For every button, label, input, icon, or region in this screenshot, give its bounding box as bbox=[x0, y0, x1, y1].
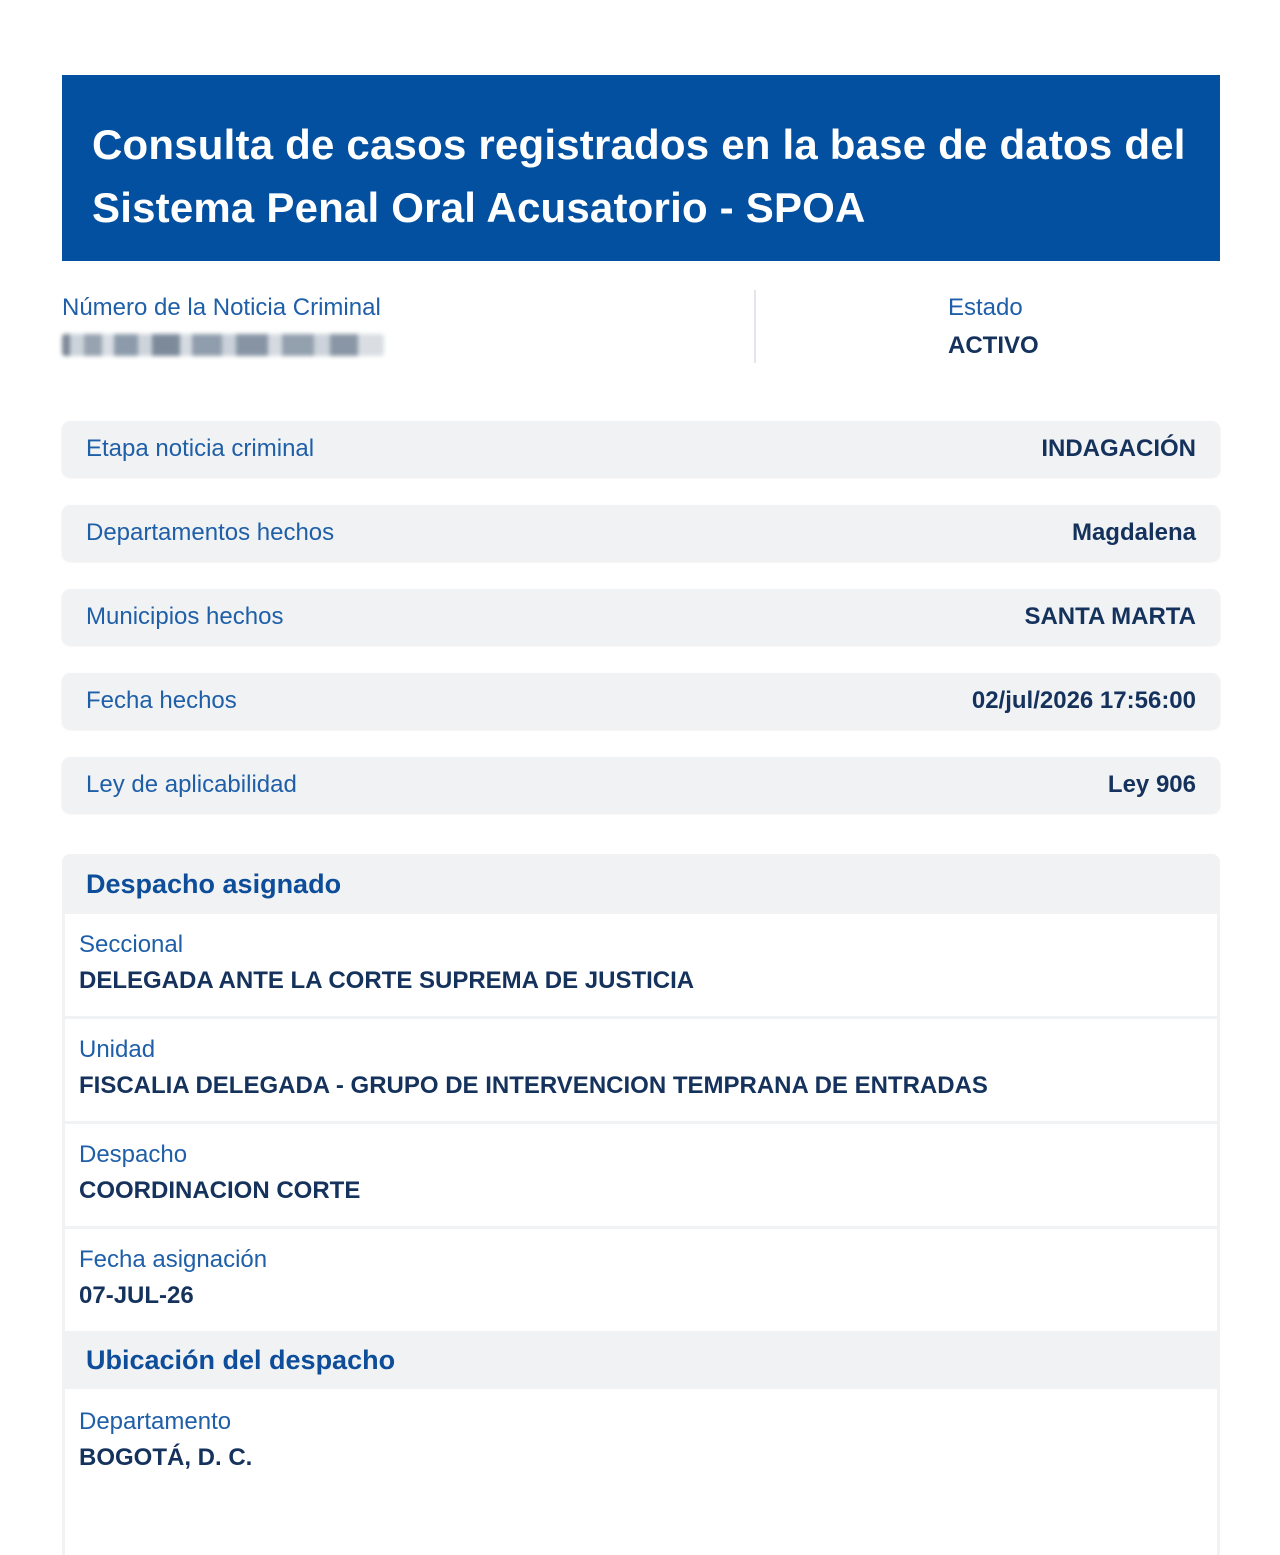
field-unidad bbox=[65, 1019, 1217, 1124]
field-seccional bbox=[65, 914, 1217, 1019]
detail-label: Municipios hechos bbox=[86, 603, 284, 630]
field-value: 07-JUL-26 bbox=[79, 1282, 194, 1309]
field-label: Fecha asignación bbox=[79, 1246, 268, 1273]
summary-divider bbox=[754, 290, 756, 363]
field-label: Despacho bbox=[79, 1141, 188, 1168]
detail-row-municipio bbox=[62, 589, 1220, 645]
detail-value: Ley 906 bbox=[1107, 771, 1196, 798]
field-value: FISCALIA DELEGADA - GRUPO DE INTERVENCION TEMPRANA DE ENTRADAS bbox=[79, 1072, 988, 1099]
field-departamento bbox=[65, 1389, 1217, 1494]
field-fecha-asignacion bbox=[65, 1229, 1217, 1331]
despacho-asignado-card bbox=[62, 854, 1220, 1555]
page-header-banner bbox=[62, 75, 1220, 261]
detail-row-departamento bbox=[62, 505, 1220, 561]
noticia-criminal-number-redacted bbox=[62, 334, 384, 356]
field-label: Unidad bbox=[79, 1036, 156, 1063]
detail-value: 02/jul/2026 17:56:00 bbox=[971, 687, 1196, 714]
ubicacion-despacho-header: Ubicación del despacho bbox=[65, 1331, 1217, 1389]
page-title-line-1: Consulta de casos registrados en la base de datos del bbox=[92, 121, 1186, 168]
field-value: BOGOTÁ, D. C. bbox=[79, 1444, 253, 1471]
detail-row-etapa bbox=[62, 421, 1220, 477]
detail-value: SANTA MARTA bbox=[1024, 603, 1196, 630]
estado-label: Estado bbox=[948, 294, 1023, 321]
detail-label: Departamentos hechos bbox=[86, 519, 335, 546]
detail-row-fecha-hechos bbox=[62, 673, 1220, 729]
estado-value: ACTIVO bbox=[948, 332, 1039, 359]
noticia-criminal-label: Número de la Noticia Criminal bbox=[62, 294, 381, 321]
detail-label: Fecha hechos bbox=[86, 687, 237, 714]
detail-label: Ley de aplicabilidad bbox=[86, 771, 297, 798]
detail-value: INDAGACIÓN bbox=[1041, 435, 1196, 462]
field-label: Departamento bbox=[79, 1408, 232, 1435]
estado-block bbox=[948, 294, 1039, 360]
field-value: DELEGADA ANTE LA CORTE SUPREMA DE JUSTICIA bbox=[79, 967, 695, 994]
field-label: Seccional bbox=[79, 931, 184, 958]
case-summary bbox=[62, 290, 1220, 365]
case-details-list bbox=[62, 421, 1220, 841]
field-despacho bbox=[65, 1124, 1217, 1229]
despacho-asignado-header: Despacho asignado bbox=[65, 854, 1217, 914]
detail-value: Magdalena bbox=[1071, 519, 1196, 546]
page-title-line-2: Sistema Penal Oral Acusatorio - SPOA bbox=[92, 184, 866, 231]
detail-row-ley bbox=[62, 757, 1220, 813]
detail-label: Etapa noticia criminal bbox=[86, 435, 315, 462]
field-value: COORDINACION CORTE bbox=[79, 1177, 361, 1204]
